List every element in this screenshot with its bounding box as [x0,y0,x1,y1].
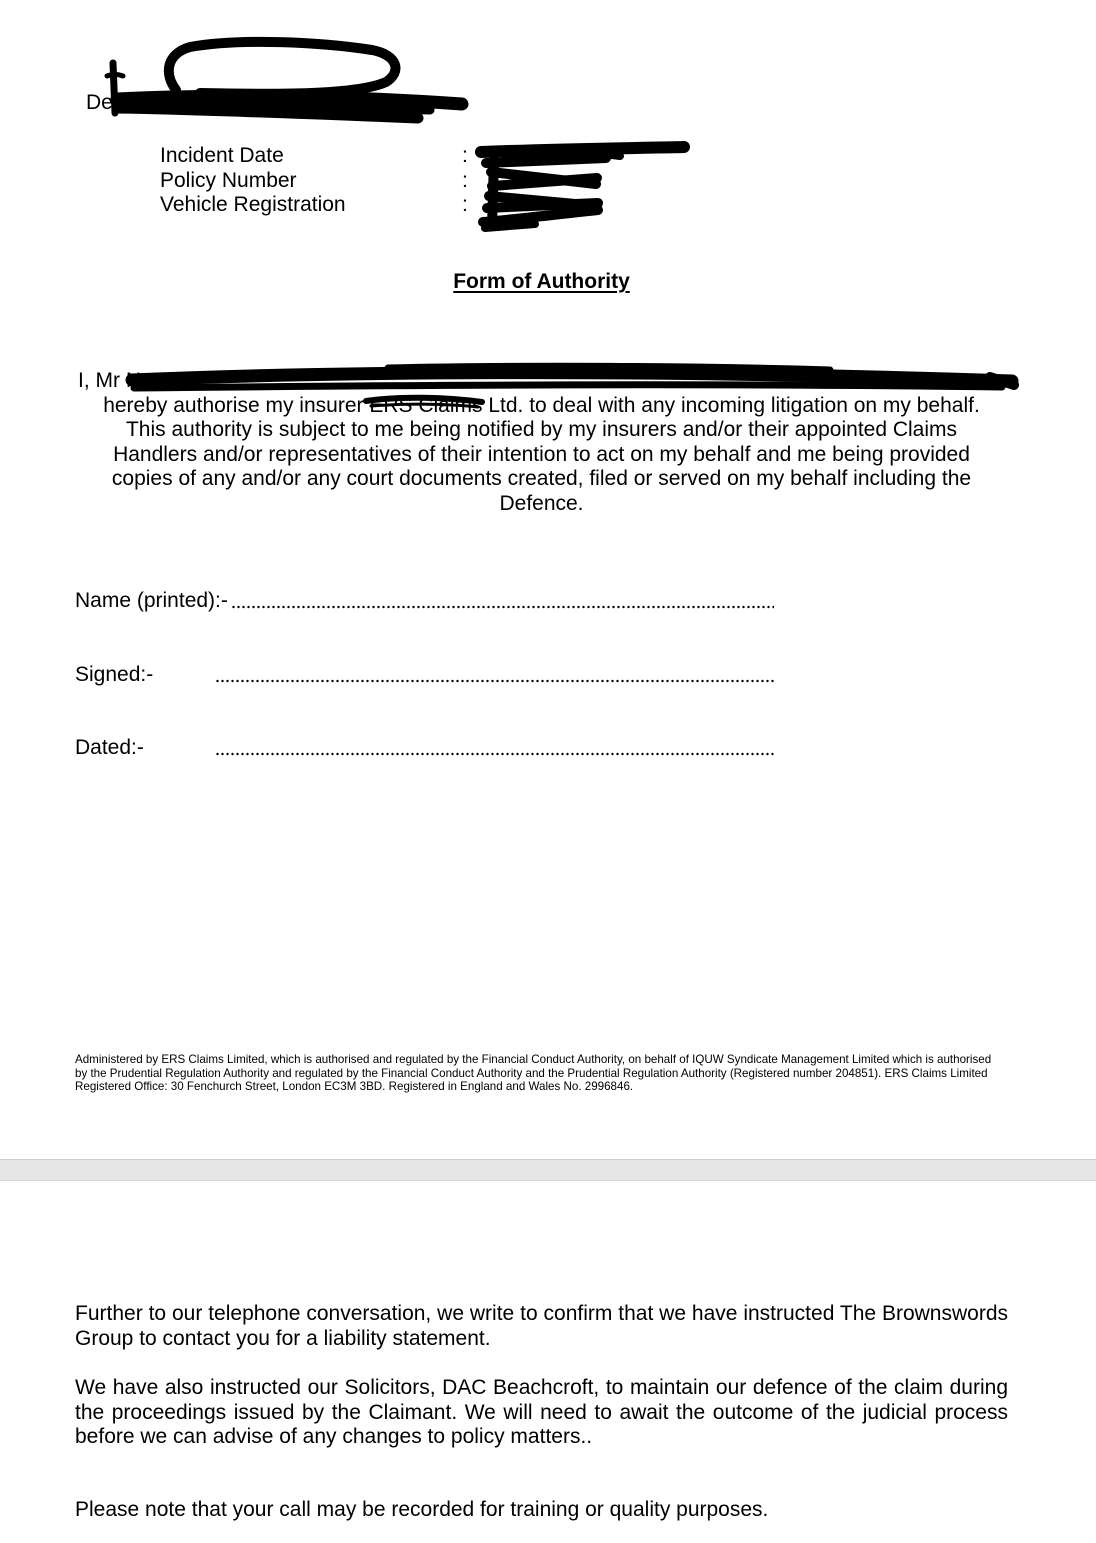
authority-line: Defence. [499,491,584,515]
authority-line: This authority is subject to me being notified by my insurers and/or their appointed Claims [125,418,958,441]
paragraph-line: the proceedings issued by the Claimant. We will need to await the outcome of the judicial process [75,1400,1008,1424]
authority-line: copies of any and/or any court documents created, filed or served on my behalf including the [111,467,972,490]
regulatory-footer [75,1053,991,1094]
reference-labels [160,144,346,218]
reference-separators [462,144,468,218]
vehicle-registration-label: Vehicle Registration [160,193,346,216]
paragraph-solicitors [75,1376,1008,1450]
form-title [75,270,1008,295]
paragraph-line: Further to our telephone conversation, we write to confirm that we have instructed The Brownswords [75,1302,1008,1325]
policy-number-label: Policy Number [160,168,297,192]
footer-line: by the Prudential Regulation Authority and regulated by the Financial Conduct Authority and the Prudential Regulation Authority (Registered number 204851). ERS Claims Limited [75,1066,988,1080]
authority-line: Handlers and/or representatives of their intention to act on my behalf and me being provided [113,442,970,466]
name-printed-dotted-line [231,605,774,609]
vehicle-registration-separator: : [462,193,468,216]
page-separator [0,1159,1096,1181]
authority-line: hereby authorise my insurer ERS Claims Ltd. to deal with any incoming litigation on my behalf. [103,393,980,417]
incident-date-separator: : [462,144,468,167]
footer-line: Registered Office: 30 Fenchurch Street, London EC3M 3BD. Registered in England and Wales No. 2996846. [75,1080,634,1093]
dated-label: Dated:- [75,736,144,759]
footer-line: Administered by ERS Claims Limited, which is authorised and regulated by the Financial Conduct Authority, on behalf of IQUW Syndicate Management Limited which is authorised [75,1053,992,1066]
date-dotted-line [215,752,774,756]
incident-date-label: Incident Date [160,144,284,167]
paragraph-liability-statement [75,1302,1008,1351]
paragraph-line: Please note that your call may be recorded for training or quality purposes. [75,1498,769,1521]
authority-statement [75,369,1008,516]
signed-label: Signed:- [75,663,154,686]
authority-line: I, Mr N [78,369,141,392]
paragraph-line: Group to contact you for a liability statement. [75,1326,491,1350]
salutation: De [86,91,113,114]
name-printed-label: Name (printed):- [75,589,228,612]
paragraph-line: We have also instructed our Solicitors, DAC Beachcroft, to maintain our defence of the claim during [75,1376,1008,1399]
form-title-text: Form of Authority [453,270,630,293]
paragraph-call-recording-notice [75,1498,1008,1523]
signature-dotted-line [215,679,774,683]
policy-number-separator: : [462,168,468,192]
paragraph-line: before we can advise of any changes to policy matters.. [75,1425,593,1448]
document-page-2 [0,1181,1096,1543]
